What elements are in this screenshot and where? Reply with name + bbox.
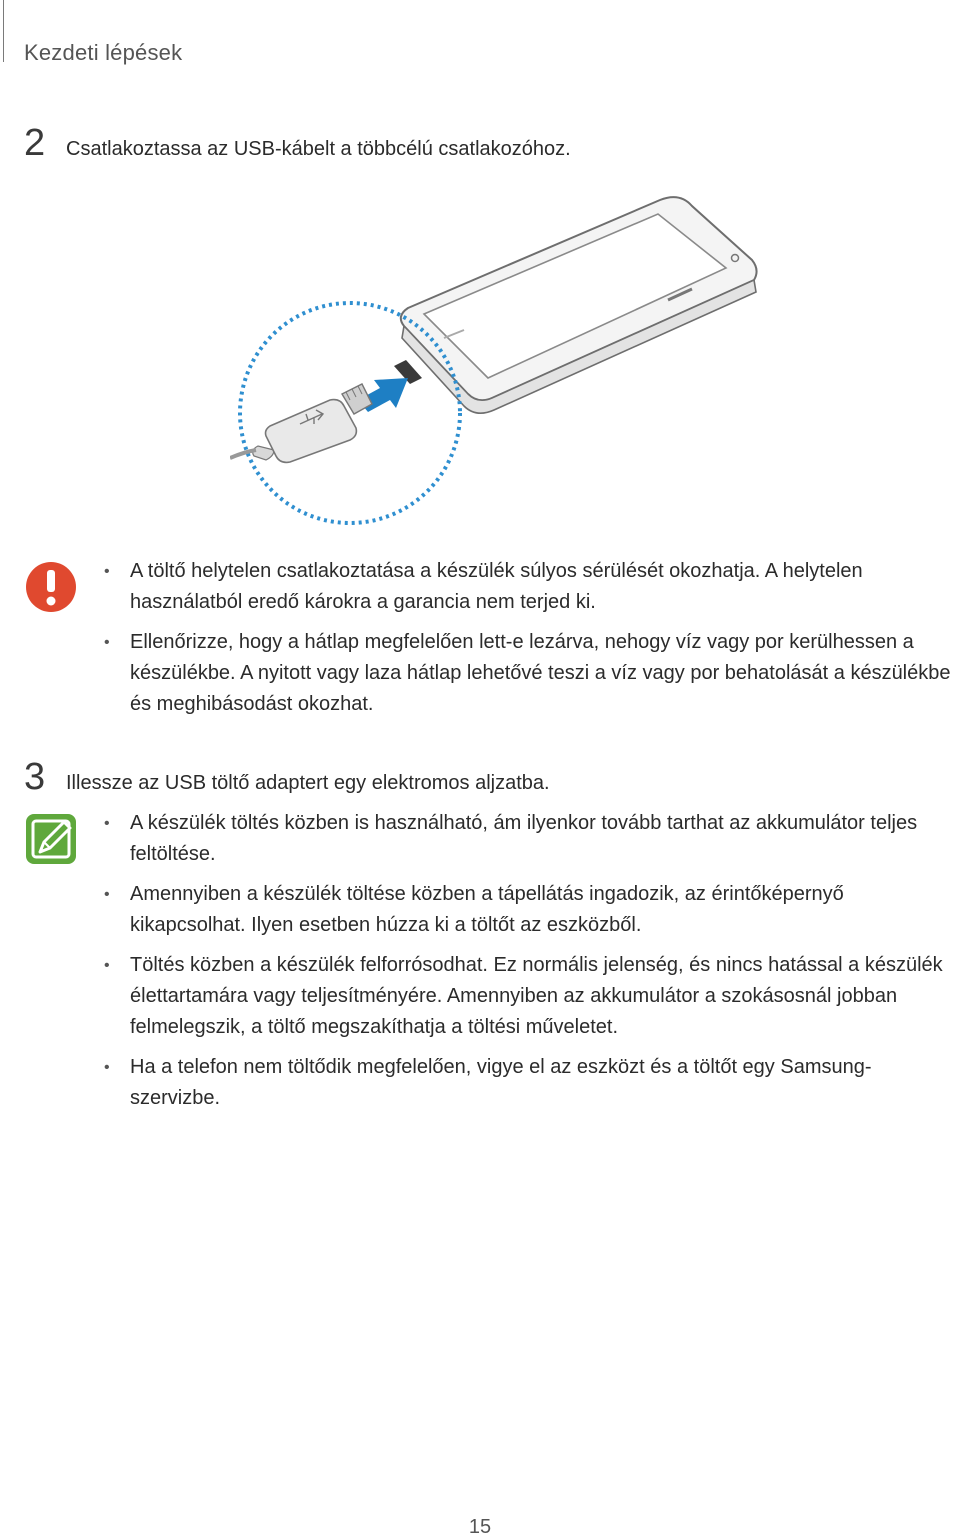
phone-illustration — [401, 197, 757, 413]
usb-connection-illustration — [230, 188, 770, 533]
warning-list — [100, 556, 960, 729]
step-2 — [24, 124, 571, 162]
list-item: • A készülék töltés közben is használható, ám ilyenkor tovább tarthat az akkumulátor teljes feltöltése. — [104, 812, 918, 865]
step-text: Illessze az USB töltő adaptert egy elektromos aljzatba. — [66, 772, 550, 794]
list-item: • Töltés közben a készülék felforrósodhat. Ez normális jelenség, és nincs hatással a készülék élettartamára vagy teljesítményére. Amennyiben az akkumulátor a szokásosnál jobban felmelegszik, a töltő megszakíthatja a töltési műveletet. — [104, 954, 943, 1038]
note-list — [100, 808, 960, 1123]
usb-plug-illustration — [230, 384, 372, 462]
highlight-circle — [240, 303, 460, 523]
step-3 — [24, 758, 550, 796]
section-title: Kezdeti lépések — [24, 40, 183, 65]
list-item: • A töltő helytelen csatlakoztatása a készülék súlyos sérülését okozhatja. A helytelen használatból eredő károkra a garancia nem terjed ki. — [104, 560, 863, 613]
page-number: 15 — [468, 1516, 492, 1538]
list-item: • Amennyiben a készülék töltése közben a tápellátás ingadozik, az érintőképernyő kikapcsolhat. Ilyen esetben húzza ki a töltőt az eszközből. — [104, 883, 844, 936]
exclamation-circle-icon — [24, 560, 78, 614]
step-text: Csatlakoztassa az USB-kábelt a többcélú csatlakozóhoz. — [66, 138, 571, 160]
step-number: 3 — [24, 756, 46, 798]
list-item: • Ellenőrizze, hogy a hátlap megfelelően lett-e lezárva, nehogy víz vagy por kerülhessen a készülékbe. A nyitott vagy laza hátlap lehetővé teszi a víz vagy por behatolását a készülékbe és meghibásodást okozhat. — [104, 631, 951, 715]
page-edge-divider — [3, 0, 4, 62]
note-pencil-icon — [24, 812, 78, 866]
list-item: • Ha a telefon nem töltődik megfelelően, vigye el az eszközt és a töltőt egy Samsung-szervizbe. — [104, 1056, 872, 1109]
step-number: 2 — [24, 122, 46, 164]
